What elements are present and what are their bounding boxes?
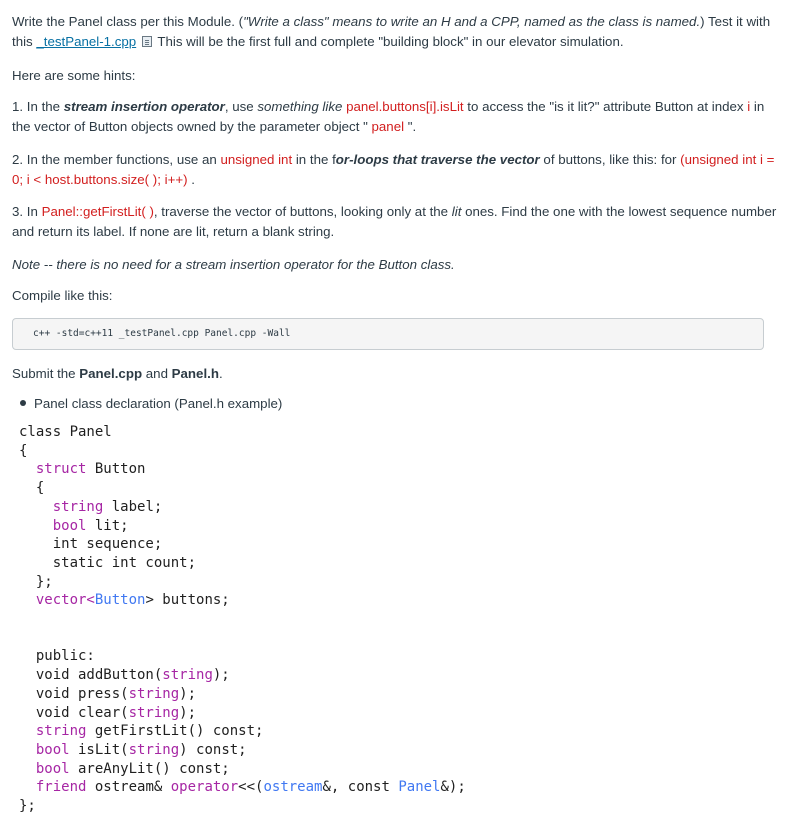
code-text: void press(	[35, 685, 129, 702]
hint1-text-5: ".	[404, 119, 417, 134]
code-keyword: vector<	[35, 592, 95, 609]
hint-3	[12, 202, 782, 242]
hint-2	[12, 150, 782, 190]
hints-heading: Here are some hints:	[12, 68, 136, 83]
code-text: areAnyLit() const;	[69, 760, 230, 777]
hint2-text-2: in the f	[292, 152, 336, 167]
code-line: };	[35, 573, 53, 590]
code-text: <<(	[238, 779, 264, 796]
hint1-text-2: , use	[224, 99, 258, 114]
submit-text-2: and	[142, 366, 172, 381]
file-preview-icon[interactable]	[142, 36, 152, 47]
code-keyword: string	[52, 498, 104, 515]
code-text: ostream&	[86, 779, 171, 796]
code-text: void addButton(	[35, 667, 163, 684]
note	[12, 255, 782, 275]
code-keyword: operator	[170, 779, 239, 796]
code-text: ) const;	[179, 741, 247, 758]
intro-italic: "Write a class" means to write an H and a CPP, named as the class is named.	[243, 14, 701, 29]
code-line: public:	[35, 648, 95, 665]
submit-cpp: Panel.cpp	[79, 366, 143, 381]
code-keyword: struct	[35, 461, 87, 478]
code-keyword: bool	[35, 760, 70, 777]
code-keyword: string	[35, 723, 87, 740]
code-type: Button	[94, 592, 146, 609]
hint1-italic: something like	[257, 99, 343, 114]
compile-label: Compile like this:	[12, 288, 113, 303]
hint2-code: (unsigned int i = 0; i < host.buttons.size( ); i++)	[12, 152, 775, 187]
code-text: isLit(	[69, 741, 129, 758]
code-keyword: string	[128, 741, 180, 758]
hint1-param: panel	[371, 119, 405, 134]
hint2-text: 2. In the member functions, use an	[12, 152, 221, 167]
code-text: label;	[103, 498, 163, 515]
code-line: {	[19, 480, 45, 497]
hint-1	[12, 97, 782, 137]
hint3-text-3: ones. Find the one with the lowest sequence number and return its label. If none are lit, return a blank string.	[12, 204, 777, 239]
hint3-text: 3. In	[12, 204, 42, 219]
code-text: &);	[440, 779, 466, 796]
code-text: void clear(	[35, 704, 129, 721]
submit-h: Panel.h	[171, 366, 219, 381]
code-text: getFirstLit() const;	[86, 723, 264, 740]
code-line: };	[19, 798, 36, 815]
note-text: Note -- there is no need for a stream insertion operator for the Button class.	[12, 257, 455, 272]
code-text: );	[179, 685, 197, 702]
hint3-text-2: , traverse the vector of buttons, looking only at the	[153, 204, 452, 219]
hint1-code: panel.buttons[i].isLit	[346, 99, 464, 114]
hint1-bold: stream insertion operator	[63, 99, 225, 114]
code-text: lit;	[86, 517, 129, 534]
submit-text: Submit the	[12, 366, 80, 381]
code-line: {	[19, 442, 28, 459]
code-keyword: string	[162, 667, 213, 684]
hint3-code: Panel::getFirstLit( )	[41, 204, 154, 219]
submit-line	[12, 364, 782, 384]
hint1-text-4: in the vector of Button objects owned by the parameter object "	[12, 99, 765, 134]
code-type: Panel	[398, 779, 441, 796]
intro-text: Write the Panel class per this Module. (	[12, 14, 244, 29]
code-line: class Panel	[19, 424, 112, 440]
hint2-text-4: .	[191, 172, 195, 187]
code-line: int sequence;	[52, 536, 163, 553]
intro-text-2: ) Test it with this	[12, 14, 771, 49]
code-block	[19, 423, 466, 816]
code-text: Button	[86, 461, 146, 478]
list-item: Panel class declaration (Panel.h example)	[34, 396, 283, 411]
code-text: );	[179, 704, 197, 721]
code-keyword: bool	[52, 517, 87, 534]
test-file-link[interactable]: _testPanel-1.cpp	[36, 34, 137, 49]
hint1-index: i	[747, 99, 751, 114]
code-line: static int count;	[52, 554, 197, 571]
code-keyword: string	[128, 704, 180, 721]
hint1-text-3: to access the "is it lit?" attribute Button at index	[463, 99, 748, 114]
list-bullet	[20, 400, 26, 406]
hint2-text-3: of buttons, like this: for	[539, 152, 681, 167]
code-keyword: string	[128, 685, 180, 702]
compile-command-box: c++ -std=c++11 _testPanel.cpp Panel.cpp -Wall	[12, 318, 764, 350]
hint1-text: 1. In the	[12, 99, 64, 114]
hint2-bold: or-loops that traverse the vector	[335, 152, 540, 167]
intro-text-3: This will be the first full and complete "building block" in our elevator simulation.	[153, 34, 624, 49]
hint2-type: unsigned int	[220, 152, 293, 167]
hint3-italic: lit	[451, 204, 462, 219]
intro-paragraph	[12, 12, 782, 52]
code-keyword: friend	[35, 779, 87, 796]
code-keyword: bool	[35, 741, 70, 758]
code-type: ostream	[263, 779, 323, 796]
code-text: );	[212, 667, 230, 684]
submit-text-3: .	[218, 366, 223, 381]
code-text: &, const	[322, 779, 399, 796]
code-text: > buttons;	[145, 592, 230, 609]
